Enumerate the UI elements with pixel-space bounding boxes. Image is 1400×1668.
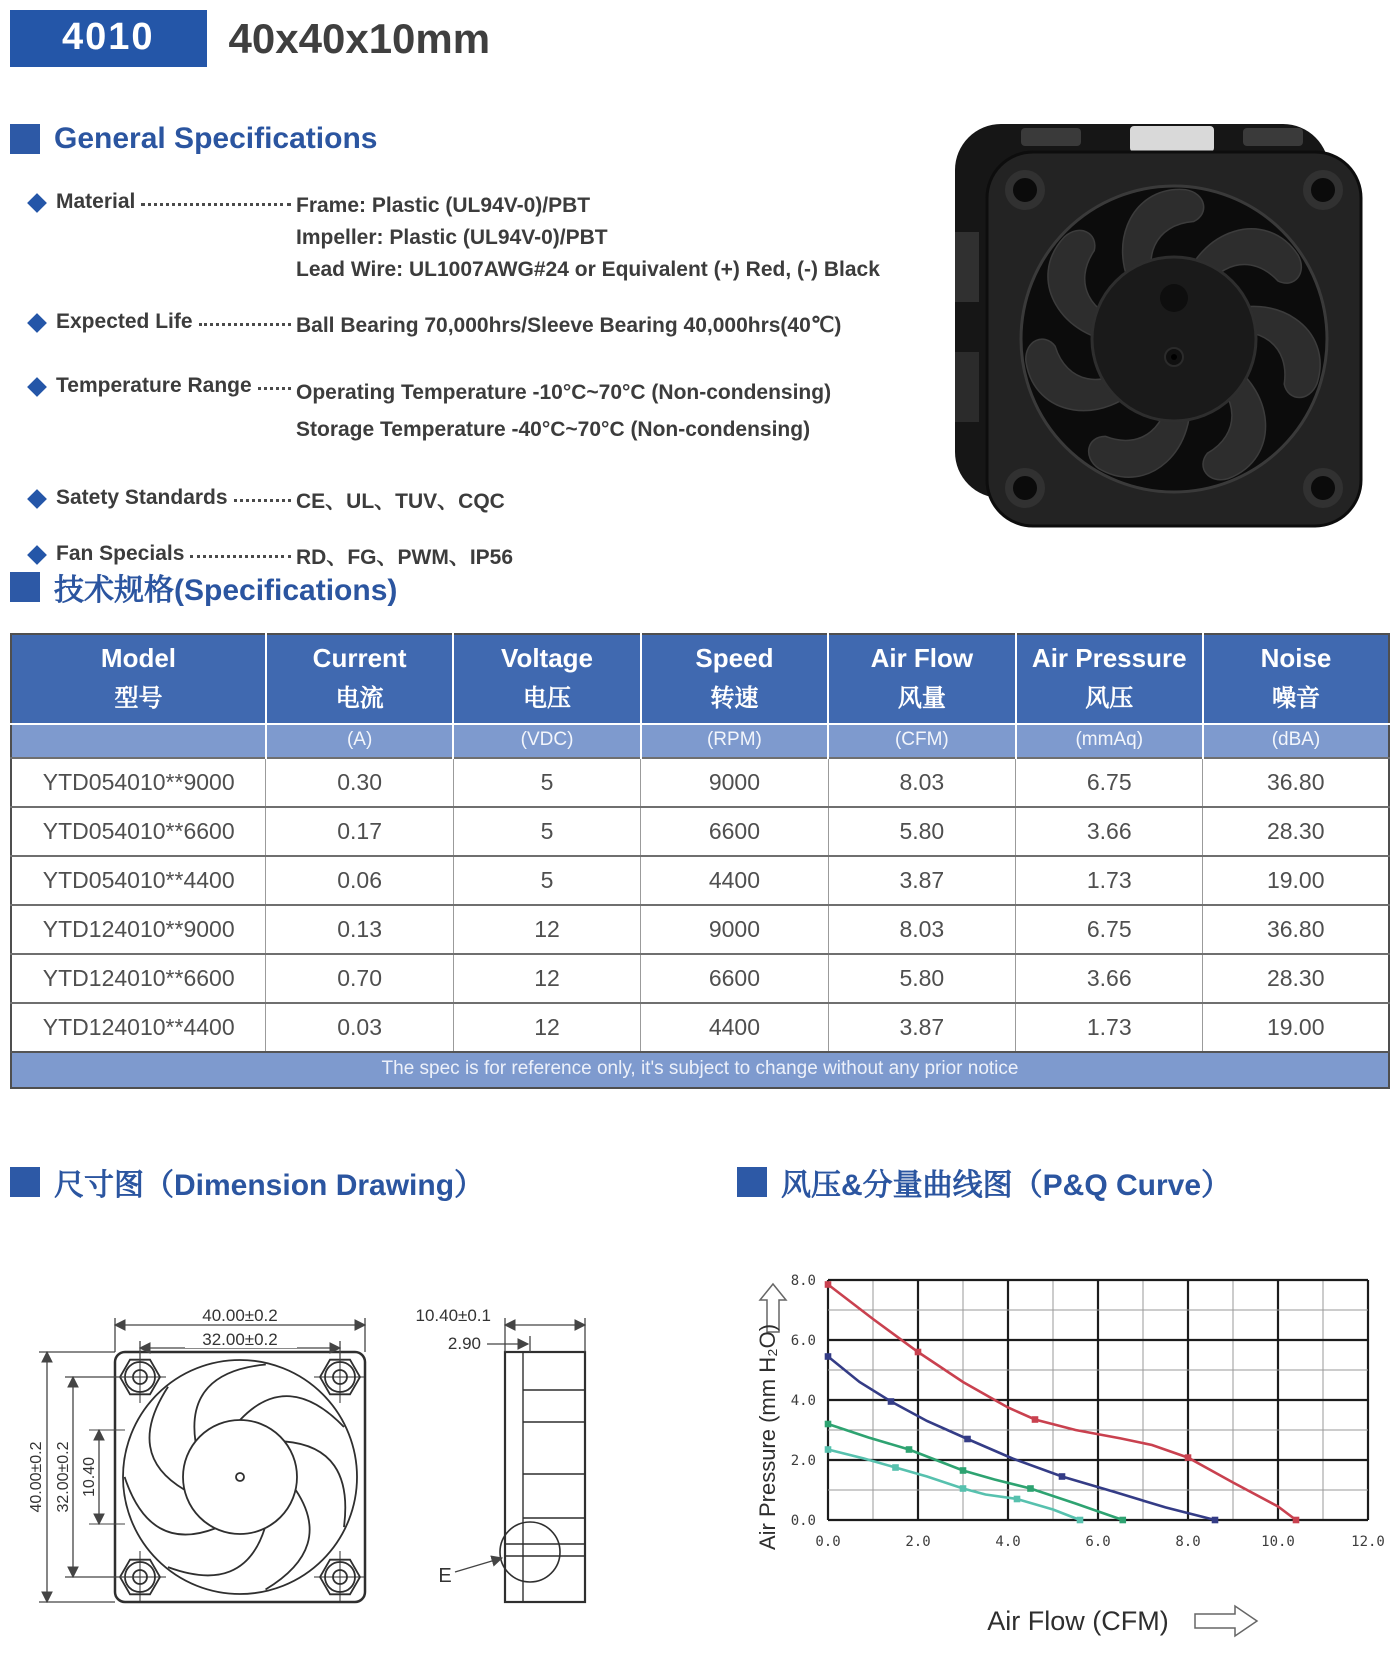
section-square-icon [10,1167,40,1197]
marker-curve-green [1119,1517,1126,1524]
table-footnote-row [11,1052,1389,1088]
cell-current: 0.17 [266,807,453,856]
spec-item-temperature-range [28,374,913,448]
section-square-icon [737,1167,767,1197]
marker-curve-green [1027,1485,1034,1492]
svg-text:8.0: 8.0 [790,1273,816,1289]
model-code-badge: 4010 [10,10,207,67]
cell-current: 0.13 [266,905,453,954]
section-square-icon [10,572,40,602]
specifications-heading-text: 技术规格(Specifications) [54,574,398,607]
general-specs-heading [10,122,377,156]
cell-voltage: 12 [453,954,640,1003]
table-row [11,807,1389,856]
pq-heading [737,1160,1231,1204]
unit-cell: (dBA) [1203,724,1389,758]
cell-noise: 28.30 [1203,954,1389,1003]
marker-curve-teal [960,1485,967,1492]
column-header-model: Model 型号 [11,634,266,724]
table-row [11,758,1389,807]
marker-curve-green [960,1467,967,1474]
dim-hole-pitch-left: 32.00±0.2 [55,1441,72,1513]
impeller-front-view [111,1345,368,1596]
marker-curve-navy [825,1353,832,1360]
cell-airflow: 8.03 [828,758,1015,807]
page-title: 40x40x10mm [228,14,491,62]
cell-model: YTD054010**6600 [11,807,266,856]
svg-text:10.0: 10.0 [1261,1534,1295,1550]
cell-voltage: 5 [453,807,640,856]
spec-item-material [28,190,913,286]
spec-value-line: Storage Temperature -40°C~70°C (Non-condensing) [296,418,811,441]
column-header-current: Current 电流 [266,634,453,724]
specifications-table-wrap [10,633,1390,1089]
section-square-icon [10,124,40,154]
dim-lead-offset: 2.90 [447,1334,481,1353]
dotted-leader [234,486,291,502]
spec-value-line: Operating Temperature -10°C~70°C (Non-condensing) [296,381,832,404]
cell-speed: 6600 [641,807,828,856]
cell-pressure: 6.75 [1016,758,1203,807]
marker-curve-navy [964,1436,971,1443]
spec-item-label: Material [56,190,136,213]
spec-item-values [296,310,913,342]
x-axis-label: Air Flow (CFM) [987,1606,1169,1636]
marker-curve-green [825,1421,832,1428]
column-header-noise: Noise 噪音 [1203,634,1389,724]
cell-noise: 19.00 [1203,856,1389,905]
cell-airflow: 5.80 [828,807,1015,856]
marker-curve-navy [888,1398,895,1405]
spec-value-line: Impeller: Plastic (UL94V-0)/PBT [296,226,608,249]
unit-cell: (A) [266,724,453,758]
pq-chart-svg [733,1222,1393,1668]
dim-width-top: 40.00±0.2 [202,1306,278,1325]
column-header-voltage: Voltage 电压 [453,634,640,724]
spec-item-left [28,190,296,286]
unit-cell: (RPM) [641,724,828,758]
cell-model: YTD124010**9000 [11,905,266,954]
marker-curve-red [915,1349,922,1356]
cell-current: 0.70 [266,954,453,1003]
cell-current: 0.30 [266,758,453,807]
pq-heading-text: 风压&分量曲线图（P&Q Curve） [781,1169,1232,1202]
spec-item-values [296,190,913,286]
dim-hub-left: 10.40 [81,1456,98,1498]
svg-text:2.0: 2.0 [905,1534,931,1550]
dim-detail-label: E [438,1565,452,1587]
svg-text:12.0: 12.0 [1351,1534,1385,1550]
spec-item-left [28,486,296,518]
diamond-bullet-icon [27,193,47,213]
cell-voltage: 5 [453,856,640,905]
pq-chart [733,1222,1393,1668]
cell-voltage: 5 [453,758,640,807]
marker-curve-red [1293,1517,1300,1524]
series-curve-red [828,1285,1296,1521]
cell-current: 0.03 [266,1003,453,1052]
svg-text:0.0: 0.0 [790,1513,816,1529]
dotted-leader [141,190,291,206]
spec-value-line: RD、FG、PWM、IP56 [296,546,514,569]
cell-airflow: 3.87 [828,856,1015,905]
spec-item-left [28,310,296,342]
cell-speed: 9000 [641,905,828,954]
diamond-bullet-icon [27,313,47,333]
marker-curve-red [1185,1454,1192,1461]
dotted-leader [199,310,291,326]
spec-item-expected-life [28,310,913,342]
cell-pressure: 1.73 [1016,1003,1203,1052]
spec-value-line: Frame: Plastic (UL94V-0)/PBT [296,194,591,217]
spec-item-safety-standards [28,486,913,518]
spec-item-label: Temperature Range [56,374,252,397]
marker-curve-navy [1212,1517,1219,1524]
table-footnote: The spec is for reference only, it's subject to change without any prior notice [11,1052,1389,1088]
table-row [11,856,1389,905]
spec-item-label: Satety Standards [56,486,228,509]
svg-text:4.0: 4.0 [995,1534,1021,1550]
cell-model: YTD054010**4400 [11,856,266,905]
cell-voltage: 12 [453,1003,640,1052]
svg-text:0.0: 0.0 [815,1534,841,1550]
cell-noise: 28.30 [1203,807,1389,856]
units-row [11,724,1389,758]
spec-item-label: Expected Life [56,310,193,333]
table-header-row [11,634,1389,724]
spec-value-line: CE、UL、TUV、CQC [296,490,505,513]
y-axis-label: Air Pressure (mm H₂O) [755,1323,780,1551]
spec-value-line: Ball Bearing 70,000hrs/Sleeve Bearing 40,000hrs(40℃) [296,314,842,337]
diamond-bullet-icon [27,489,47,509]
marker-curve-teal [825,1446,832,1453]
spec-item-label: Fan Specials [56,542,185,565]
spec-item-values [296,374,913,448]
specifications-heading [10,565,397,609]
spec-value-line: Lead Wire: UL1007AWG#24 or Equivalent (+) Red, (-) Black [296,258,880,281]
unit-cell: (CFM) [828,724,1015,758]
table-row [11,905,1389,954]
cell-pressure: 1.73 [1016,856,1203,905]
plot-area [791,1273,1385,1550]
table-row [11,1003,1389,1052]
cell-voltage: 12 [453,905,640,954]
column-header-airflow: Air Flow 风量 [828,634,1015,724]
marker-curve-green [906,1446,913,1453]
dimension-heading [10,1160,484,1204]
dimension-heading-text: 尺寸图（Dimension Drawing） [54,1169,485,1202]
svg-text:4.0: 4.0 [790,1393,816,1409]
dimension-drawing [25,1222,685,1668]
series-curve-green [828,1424,1123,1520]
general-spec-list [28,190,913,598]
diamond-bullet-icon [27,545,47,565]
cell-speed: 6600 [641,954,828,1003]
column-header-speed: Speed 转速 [641,634,828,724]
cell-pressure: 6.75 [1016,905,1203,954]
right-arrow-icon [1195,1606,1257,1636]
unit-cell: (mmAq) [1016,724,1203,758]
series-curve-navy [828,1357,1215,1521]
svg-text:8.0: 8.0 [1175,1534,1201,1550]
column-header-pressure: Air Pressure 风压 [1016,634,1203,724]
unit-cell [11,724,266,758]
marker-curve-red [825,1281,832,1288]
cell-speed: 4400 [641,1003,828,1052]
cell-model: YTD054010**9000 [11,758,266,807]
cell-airflow: 3.87 [828,1003,1015,1052]
marker-curve-teal [892,1464,899,1471]
marker-curve-teal [1077,1517,1084,1524]
dim-height-left: 40.00±0.2 [28,1441,45,1513]
spec-item-values [296,486,913,518]
cell-airflow: 5.80 [828,954,1015,1003]
cell-speed: 9000 [641,758,828,807]
page-header [10,10,490,67]
svg-text:6.0: 6.0 [790,1333,816,1349]
cell-current: 0.06 [266,856,453,905]
marker-curve-teal [1014,1496,1021,1503]
cell-speed: 4400 [641,856,828,905]
diamond-bullet-icon [27,377,47,397]
cell-noise: 19.00 [1203,1003,1389,1052]
spec-item-left [28,374,296,448]
dim-depth-top: 10.40±0.1 [415,1306,491,1325]
dim-hole-pitch-top: 32.00±0.2 [202,1330,278,1349]
dotted-leader [190,542,291,558]
cell-model: YTD124010**6600 [11,954,266,1003]
cell-airflow: 8.03 [828,905,1015,954]
fan-photo-drawing [925,112,1395,530]
general-specs-heading-text: General Specifications [54,122,378,155]
table-row [11,954,1389,1003]
cell-pressure: 3.66 [1016,954,1203,1003]
marker-curve-navy [1059,1473,1066,1480]
cell-model: YTD124010**4400 [11,1003,266,1052]
fan-product-photo [925,112,1395,535]
dotted-leader [258,374,291,390]
cell-noise: 36.80 [1203,905,1389,954]
specifications-table [10,633,1390,1089]
dimension-svg [25,1222,685,1668]
cell-noise: 36.80 [1203,758,1389,807]
marker-curve-red [1032,1416,1039,1423]
unit-cell: (VDC) [453,724,640,758]
svg-text:6.0: 6.0 [1085,1534,1111,1550]
svg-text:2.0: 2.0 [790,1453,816,1469]
cell-pressure: 3.66 [1016,807,1203,856]
